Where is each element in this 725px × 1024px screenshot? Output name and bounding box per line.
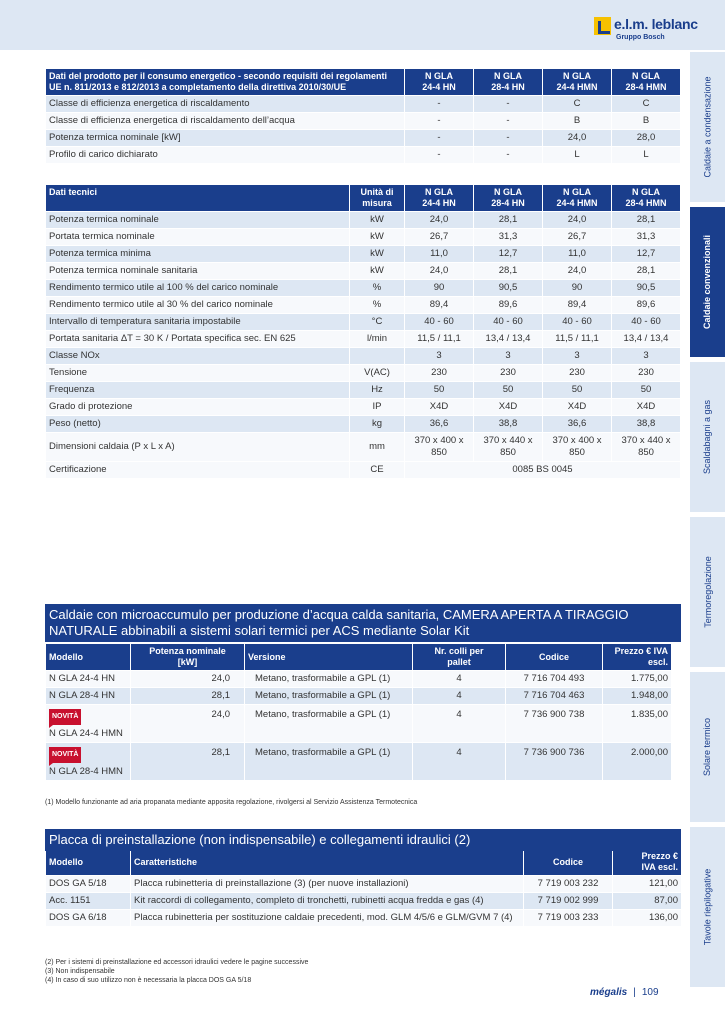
- row-label: Potenza termica nominale [kW]: [46, 130, 404, 146]
- price-cell: 1.775,00: [603, 671, 671, 687]
- cell: 370 x 400 x 850: [405, 433, 473, 461]
- power-cell: 28,1: [131, 743, 244, 780]
- price-cell: 1.948,00: [603, 688, 671, 704]
- sidebar-tab-convenzionali[interactable]: [690, 207, 725, 357]
- unit-cell: °C: [350, 314, 404, 330]
- cell: 28,1: [612, 263, 680, 279]
- energy-col-header: N GLA 28-4 HMN: [612, 69, 680, 95]
- cell: 370 x 440 x 850: [474, 433, 542, 461]
- cell: 90,5: [474, 280, 542, 296]
- sidebar-tab-label: Caldaie convenzionali: [702, 234, 713, 330]
- cell: 36,6: [543, 416, 611, 432]
- unit-cell: kW: [350, 263, 404, 279]
- unit-cell: l/min: [350, 331, 404, 347]
- cell: 24,0: [405, 212, 473, 228]
- cell: 11,0: [543, 246, 611, 262]
- row-label: Tensione: [46, 365, 349, 381]
- cell: 50: [612, 382, 680, 398]
- cell: C: [543, 96, 611, 112]
- code-cell: 7 719 002 999: [524, 893, 612, 909]
- row-label: Classe NOx: [46, 348, 349, 364]
- power-cell: 24,0: [131, 705, 244, 742]
- code-cell: 7 719 003 232: [524, 876, 612, 892]
- table-row: [46, 113, 680, 129]
- col-header: Prezzo € IVA escl.: [603, 644, 671, 670]
- price-cell: 2.000,00: [603, 743, 671, 780]
- table-row: [46, 280, 680, 296]
- version-cell: Metano, trasformabile a GPL (1): [245, 671, 412, 687]
- brand-name: e.l.m. leblanc: [614, 16, 698, 32]
- table-row: [46, 229, 680, 245]
- cell: 89,4: [543, 297, 611, 313]
- code-cell: 7 736 900 736: [506, 743, 602, 780]
- model-name: N GLA 24-4 HN: [49, 673, 115, 684]
- unit-cell: %: [350, 297, 404, 313]
- price-cell: 136,00: [613, 910, 681, 926]
- row-label: Certificazione: [46, 462, 349, 478]
- colli-cell: 4: [413, 705, 505, 742]
- cell: 3: [543, 348, 611, 364]
- row-label: Potenza termica nominale: [46, 212, 349, 228]
- table-row: [46, 462, 680, 478]
- sidebar-tab-label: Scaldabagni a gas: [702, 399, 713, 475]
- row-label: Potenza termica minima: [46, 246, 349, 262]
- table-row: [46, 705, 671, 742]
- unit-cell: kW: [350, 229, 404, 245]
- table-row: [46, 96, 680, 112]
- col-header: Potenza nominale [kW]: [131, 644, 244, 670]
- cell: 13,4 / 13,4: [612, 331, 680, 347]
- cell: -: [474, 130, 542, 146]
- cell: 12,7: [474, 246, 542, 262]
- page-footer: mégalis | 109: [590, 987, 659, 998]
- cell: 11,5 / 11,1: [543, 331, 611, 347]
- sidebar-tab-condensazione[interactable]: [690, 52, 725, 202]
- cell: 11,0: [405, 246, 473, 262]
- power-cell: 28,1: [131, 688, 244, 704]
- cell: 28,1: [474, 263, 542, 279]
- cell: 28,0: [612, 130, 680, 146]
- code-cell: 7 719 003 233: [524, 910, 612, 926]
- price-cell: 121,00: [613, 876, 681, 892]
- cell: X4D: [612, 399, 680, 415]
- table-row: [46, 365, 680, 381]
- cell: 38,8: [612, 416, 680, 432]
- table-row: [46, 399, 680, 415]
- table-row: [46, 314, 680, 330]
- cell: 40 - 60: [405, 314, 473, 330]
- cell: 31,3: [612, 229, 680, 245]
- unit-cell: kg: [350, 416, 404, 432]
- table-row: [46, 910, 681, 926]
- cell: 40 - 60: [474, 314, 542, 330]
- new-badge: NOVITÀ: [49, 709, 81, 725]
- technical-data-table: [45, 184, 681, 479]
- colli-cell: 4: [413, 743, 505, 780]
- cell: -: [474, 96, 542, 112]
- cell: L: [543, 147, 611, 163]
- unit-cell: kW: [350, 246, 404, 262]
- footnote: (3) Non indispensabile: [45, 968, 115, 975]
- cell: 230: [543, 365, 611, 381]
- col-header: Modello: [46, 644, 130, 670]
- cell: 90,5: [612, 280, 680, 296]
- footnote-1: (1) Modello funzionante ad aria propanata mediante apposita regolazione, rivolgersi al Servizio Assistenza Termotecnica: [45, 799, 418, 806]
- placca-price-table: [45, 848, 682, 927]
- row-label: Frequenza: [46, 382, 349, 398]
- version-cell: Metano, trasformabile a GPL (1): [245, 743, 412, 780]
- cert-cell: 0085 BS 0045: [405, 462, 680, 478]
- desc-cell: Placca rubinetteria di preinstallazione (3) (per nuove installazioni): [131, 876, 523, 892]
- tech-col-header: N GLA 24-4 HN: [405, 185, 473, 211]
- power-cell: 24,0: [131, 671, 244, 687]
- unit-cell: V(AC): [350, 365, 404, 381]
- col-header: Versione: [245, 644, 412, 670]
- footnote: (2) Per i sistemi di preinstallazione ed accessori idraulici vedere le pagine successive: [45, 959, 309, 966]
- cell: 3: [474, 348, 542, 364]
- table-row: [46, 130, 680, 146]
- unit-cell: CE: [350, 462, 404, 478]
- cell: 90: [543, 280, 611, 296]
- cell: 230: [405, 365, 473, 381]
- cell: -: [405, 147, 473, 163]
- sidebar-tab-scaldabagni[interactable]: [690, 362, 725, 512]
- row-label: Rendimento termico utile al 100 % del carico nominale: [46, 280, 349, 296]
- row-label: Portata termica nominale: [46, 229, 349, 245]
- cell: L: [612, 147, 680, 163]
- brand-group: Gruppo Bosch: [616, 34, 665, 41]
- table-row: [46, 893, 681, 909]
- col-header: Codice: [524, 849, 612, 875]
- cell: 11,5 / 11,1: [405, 331, 473, 347]
- cell: -: [474, 113, 542, 129]
- model-cell: [46, 688, 130, 704]
- unit-cell: kW: [350, 212, 404, 228]
- table-row: [46, 382, 680, 398]
- table-row: [46, 246, 680, 262]
- sidebar-tab-label: Solare termico: [702, 717, 713, 777]
- version-cell: Metano, trasformabile a GPL (1): [245, 688, 412, 704]
- page-number: 109: [641, 987, 659, 998]
- col-header: Modello: [46, 849, 130, 875]
- sidebar-tab-label: Caldaie a condensazione: [702, 76, 713, 178]
- cell: -: [474, 147, 542, 163]
- cell: 12,7: [612, 246, 680, 262]
- footnotes-placca: [45, 958, 308, 985]
- section-title-microaccumulo: Caldaie con microaccumulo per produzione d’acqua calda sanitaria, CAMERA APERTA A TIRAGGIO NATURALE abbinabili a sistemi solari termici per ACS mediante Solar Kit: [45, 604, 681, 642]
- cell: 31,3: [474, 229, 542, 245]
- cell: 28,1: [474, 212, 542, 228]
- energy-col-header: N GLA 28-4 HN: [474, 69, 542, 95]
- desc-cell: Placca rubinetteria per sostituzione caldaie precedenti, mod. GLM 4/5/6 e GLM/GVM 7 (4): [131, 910, 523, 926]
- row-label: Portata sanitaria ΔT = 30 K / Portata specifica sec. EN 625: [46, 331, 349, 347]
- cell: -: [405, 113, 473, 129]
- brand-logo-icon: [594, 17, 611, 35]
- unit-cell: [350, 348, 404, 364]
- cell: 370 x 400 x 850: [543, 433, 611, 461]
- table-row: [46, 688, 671, 704]
- colli-cell: 4: [413, 688, 505, 704]
- sidebar-tab-label: Termoregolazione: [702, 556, 713, 628]
- col-header: Nr. colli per pallet: [413, 644, 505, 670]
- section-title-placca: Placca di preinstallazione (non indispensabile) e collegamenti idraulici (2): [45, 829, 681, 851]
- code-cell: 7 736 900 738: [506, 705, 602, 742]
- cell: 50: [543, 382, 611, 398]
- cell: C: [612, 96, 680, 112]
- cell: 24,0: [543, 212, 611, 228]
- energy-data-table: [45, 68, 681, 164]
- cell: -: [405, 130, 473, 146]
- cell: B: [543, 113, 611, 129]
- cell: 28,1: [612, 212, 680, 228]
- model-name: N GLA 28-4 HMN: [49, 766, 123, 777]
- row-label: Peso (netto): [46, 416, 349, 432]
- model-cell: [46, 671, 130, 687]
- sidebar-tab-solare[interactable]: [690, 672, 725, 822]
- unit-cell: IP: [350, 399, 404, 415]
- microaccumulo-price-table: [45, 643, 672, 781]
- unit-cell: mm: [350, 433, 404, 461]
- tech-col-header: N GLA 28-4 HN: [474, 185, 542, 211]
- cell: B: [612, 113, 680, 129]
- col-header: Prezzo € IVA escl.: [613, 849, 681, 875]
- unit-cell: Hz: [350, 382, 404, 398]
- cell: 50: [474, 382, 542, 398]
- model-name: N GLA 24-4 HMN: [49, 728, 123, 739]
- model-name: N GLA 28-4 HN: [49, 690, 115, 701]
- cell: 89,4: [405, 297, 473, 313]
- footnote: (4) In caso di suo utilizzo non è necessaria la placca DOS GA 5/18: [45, 977, 252, 984]
- table-row: [46, 331, 680, 347]
- cell: 26,7: [543, 229, 611, 245]
- table-row: [46, 348, 680, 364]
- code-cell: 7 716 704 493: [506, 671, 602, 687]
- unit-header: Unità di misura: [350, 185, 404, 211]
- row-label: Dimensioni caldaia (P x L x A): [46, 433, 349, 461]
- cell: -: [405, 96, 473, 112]
- price-cell: 87,00: [613, 893, 681, 909]
- new-badge: NOVITÀ: [49, 747, 81, 763]
- cell: X4D: [474, 399, 542, 415]
- cell: 36,6: [405, 416, 473, 432]
- table-row: [46, 671, 671, 687]
- cell: 3: [405, 348, 473, 364]
- tech-header: Dati tecnici: [46, 185, 349, 211]
- sidebar-tab-termoregolazione[interactable]: [690, 517, 725, 667]
- cell: X4D: [405, 399, 473, 415]
- cell: 50: [405, 382, 473, 398]
- table-row: [46, 416, 680, 432]
- row-label: Rendimento termico utile al 30 % del carico nominale: [46, 297, 349, 313]
- energy-header: Dati del prodotto per il consumo energetico - secondo requisiti dei regolamenti UE n. 811/2013 e 812/2013 a completamento della direttiva 2010/30/UE: [46, 69, 404, 95]
- cell: 3: [612, 348, 680, 364]
- row-label: Profilo di carico dichiarato: [46, 147, 404, 163]
- cell: 370 x 440 x 850: [612, 433, 680, 461]
- cell: 90: [405, 280, 473, 296]
- model-cell: Acc. 1151: [46, 893, 130, 909]
- col-header: Caratteristiche: [131, 849, 523, 875]
- cell: 230: [612, 365, 680, 381]
- table-row: [46, 212, 680, 228]
- cell: X4D: [543, 399, 611, 415]
- tech-col-header: N GLA 24-4 HMN: [543, 185, 611, 211]
- row-label: Intervallo di temperatura sanitaria impostabile: [46, 314, 349, 330]
- cell: 38,8: [474, 416, 542, 432]
- price-cell: 1.835,00: [603, 705, 671, 742]
- cell: 26,7: [405, 229, 473, 245]
- footer-brand: mégalis: [590, 987, 628, 998]
- sidebar-tab-tavole[interactable]: [690, 827, 725, 987]
- table-row: [46, 297, 680, 313]
- sidebar-tab-label: Tavole riepilogative: [702, 868, 713, 946]
- table-row: [46, 147, 680, 163]
- desc-cell: Kit raccordi di collegamento, completo di tronchetti, rubinetti acqua fredda e gas (4): [131, 893, 523, 909]
- cell: 24,0: [543, 130, 611, 146]
- energy-col-header: N GLA 24-4 HMN: [543, 69, 611, 95]
- table-row: [46, 743, 671, 780]
- cell: 40 - 60: [612, 314, 680, 330]
- unit-cell: %: [350, 280, 404, 296]
- table-row: [46, 263, 680, 279]
- model-cell: DOS GA 5/18: [46, 876, 130, 892]
- table-row: [46, 876, 681, 892]
- code-cell: 7 716 704 463: [506, 688, 602, 704]
- model-cell: [46, 705, 130, 742]
- row-label: Classe di efficienza energetica di riscaldamento: [46, 96, 404, 112]
- row-label: Grado di protezione: [46, 399, 349, 415]
- cell: 89,6: [612, 297, 680, 313]
- cell: 89,6: [474, 297, 542, 313]
- cell: 230: [474, 365, 542, 381]
- tech-col-header: N GLA 28-4 HMN: [612, 185, 680, 211]
- cell: 24,0: [405, 263, 473, 279]
- cell: 13,4 / 13,4: [474, 331, 542, 347]
- cell: 24,0: [543, 263, 611, 279]
- row-label: Potenza termica nominale sanitaria: [46, 263, 349, 279]
- energy-col-header: N GLA 24-4 HN: [405, 69, 473, 95]
- row-label: Classe di efficienza energetica di riscaldamento dell’acqua: [46, 113, 404, 129]
- col-header: Codice: [506, 644, 602, 670]
- version-cell: Metano, trasformabile a GPL (1): [245, 705, 412, 742]
- cell: 40 - 60: [543, 314, 611, 330]
- table-row: [46, 433, 680, 461]
- colli-cell: 4: [413, 671, 505, 687]
- model-cell: DOS GA 6/18: [46, 910, 130, 926]
- model-cell: [46, 743, 130, 780]
